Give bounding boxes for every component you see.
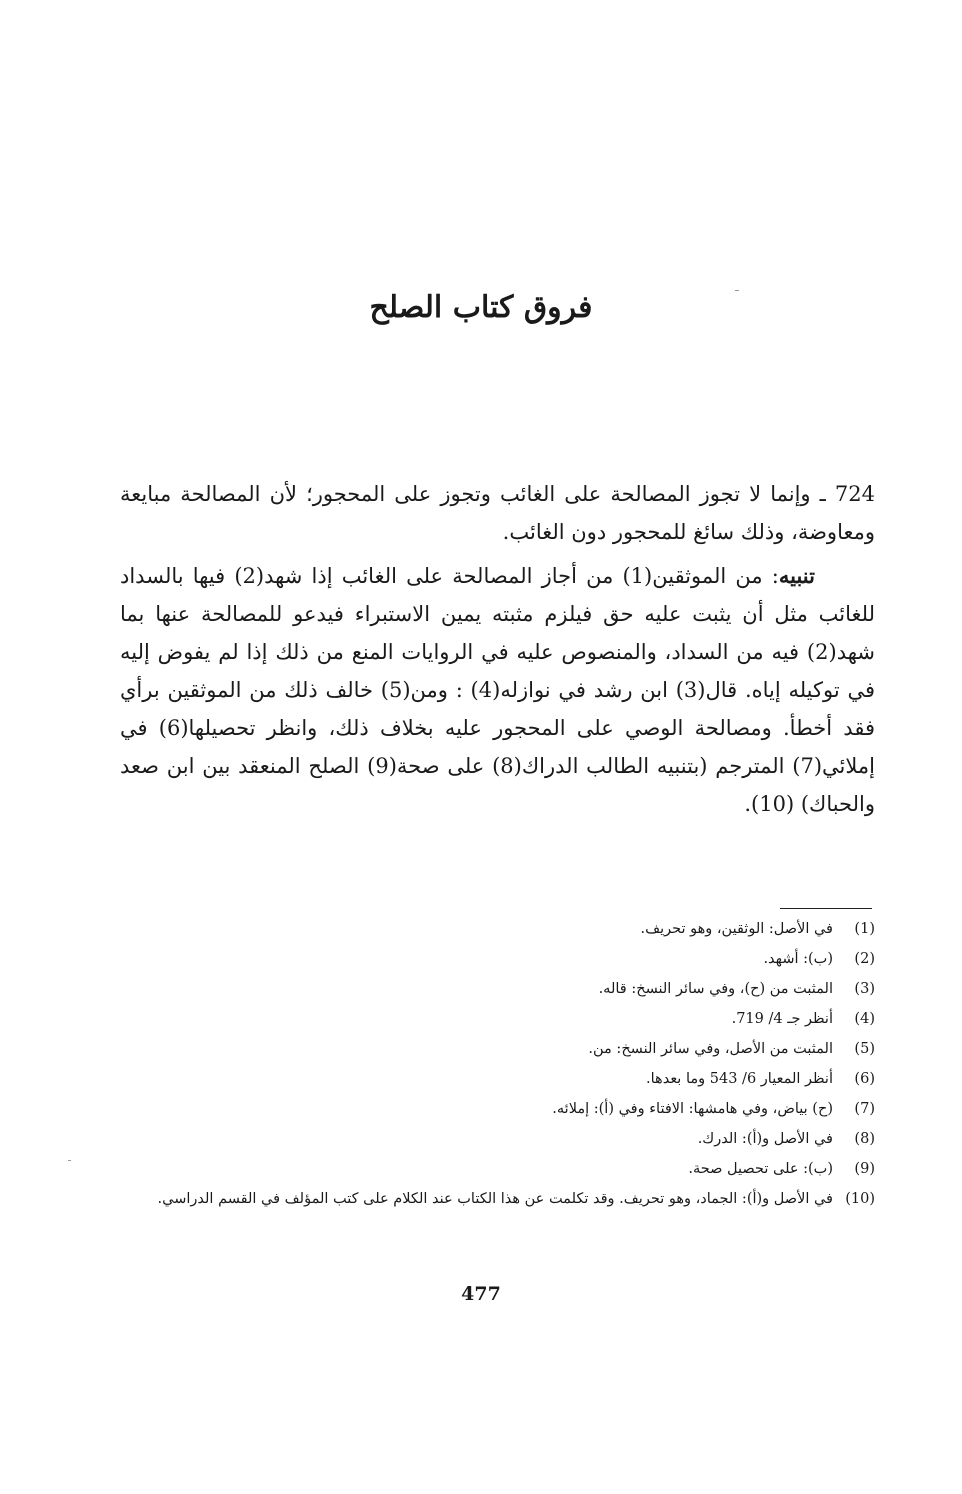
footnote-text: (ب): أشهد.	[763, 951, 833, 967]
footnote-item	[110, 1184, 875, 1214]
footnote-separator-rule	[780, 908, 872, 909]
chapter-title: فروق كتاب الصلح	[369, 290, 593, 325]
footnote-number: (10)	[845, 1191, 875, 1207]
footnote-number: (3)	[854, 981, 875, 997]
footnote-number: (8)	[854, 1131, 875, 1147]
footnote-item	[110, 914, 875, 944]
footnote-number: (4)	[854, 1011, 875, 1027]
item-number: 724	[834, 482, 875, 506]
page-number: 477	[461, 1283, 501, 1305]
footnote-text: في الأصل و(أ): الجماد، وهو تحريف. وقد تكلمت عن هذا الكتاب عند الكلام على كتب المؤلف في القسم الدراسي.	[157, 1191, 833, 1207]
scan-speck	[68, 1160, 71, 1161]
tanbih-paragraph	[120, 557, 875, 823]
footnotes-list	[110, 914, 875, 1214]
footnote-text: أنظر المعيار 6/ 543 وما بعدها.	[646, 1071, 833, 1087]
footnote-item	[110, 974, 875, 1004]
tanbih-text: : من الموثقين(1) من أجاز المصالحة على الغائب إذا شهد(2) فيها بالسداد للغائب مثل أن يثبت عليه حق فيلزم مثبته يمين الاستبراء فيدعو للمصالحة عنها بما شهد(2) فيه من السداد، والمنصوص عليه في الروايات المنع من ذلك إذا لم يفوض إليه في توكيله إياه. قال(3) ابن رشد في نوازله(4) : ومن(5) خالف ذلك من الموثقين برأي فقد أخطأ. ومصالحة الوصي على المحجور عليه بخلاف ذلك، وانظر تحصيلها(6) في إملائي(7) المترجم (بتنبيه الطالب الدراك(8) على صحة(9) الصلح المنعقد بين ابن صعد والحباك) (10).	[120, 564, 876, 816]
paragraph-one-text: وإنما لا تجوز المصالحة على الغائب وتجوز على المحجور؛ لأن المصالحة مبايعة ومعاوضة، وذلك سائغ للمحجور دون الغائب.	[120, 482, 875, 544]
footnote-item	[110, 1034, 875, 1064]
footnote-number: (9)	[854, 1161, 875, 1177]
footnote-text: (ح) بياض، وفي هامشها: الافتاء وفي (أ): إملائه.	[552, 1101, 833, 1117]
scan-speck	[735, 290, 739, 291]
item-separator: ـ	[810, 482, 835, 506]
footnote-text: أنظر جـ 4/ 719.	[731, 1011, 833, 1027]
footnote-item	[110, 1124, 875, 1154]
footnote-text: في الأصل: الوثقين، وهو تحريف.	[640, 921, 833, 937]
footnote-item	[110, 1064, 875, 1094]
tanbih-label: تنبيه	[778, 563, 815, 588]
footnote-item	[110, 1094, 875, 1124]
footnote-number: (1)	[854, 921, 875, 937]
footnote-item	[110, 944, 875, 974]
footnote-text: المثبت من الأصل، وفي سائر النسخ: من.	[588, 1041, 833, 1057]
paragraph-item	[120, 475, 875, 551]
footnote-number: (5)	[854, 1041, 875, 1057]
footnote-text: المثبت من (ح)، وفي سائر النسخ: قاله.	[598, 981, 833, 997]
footnote-item	[110, 1004, 875, 1034]
footnote-text: في الأصل و(أ): الدرك.	[697, 1131, 833, 1147]
main-body	[120, 475, 875, 823]
footnote-number: (7)	[854, 1101, 875, 1117]
footnote-number: (2)	[854, 951, 875, 967]
footnote-number: (6)	[854, 1071, 875, 1087]
footnote-item	[110, 1154, 875, 1184]
footnote-text: (ب): على تحصيل صحة.	[688, 1161, 833, 1177]
